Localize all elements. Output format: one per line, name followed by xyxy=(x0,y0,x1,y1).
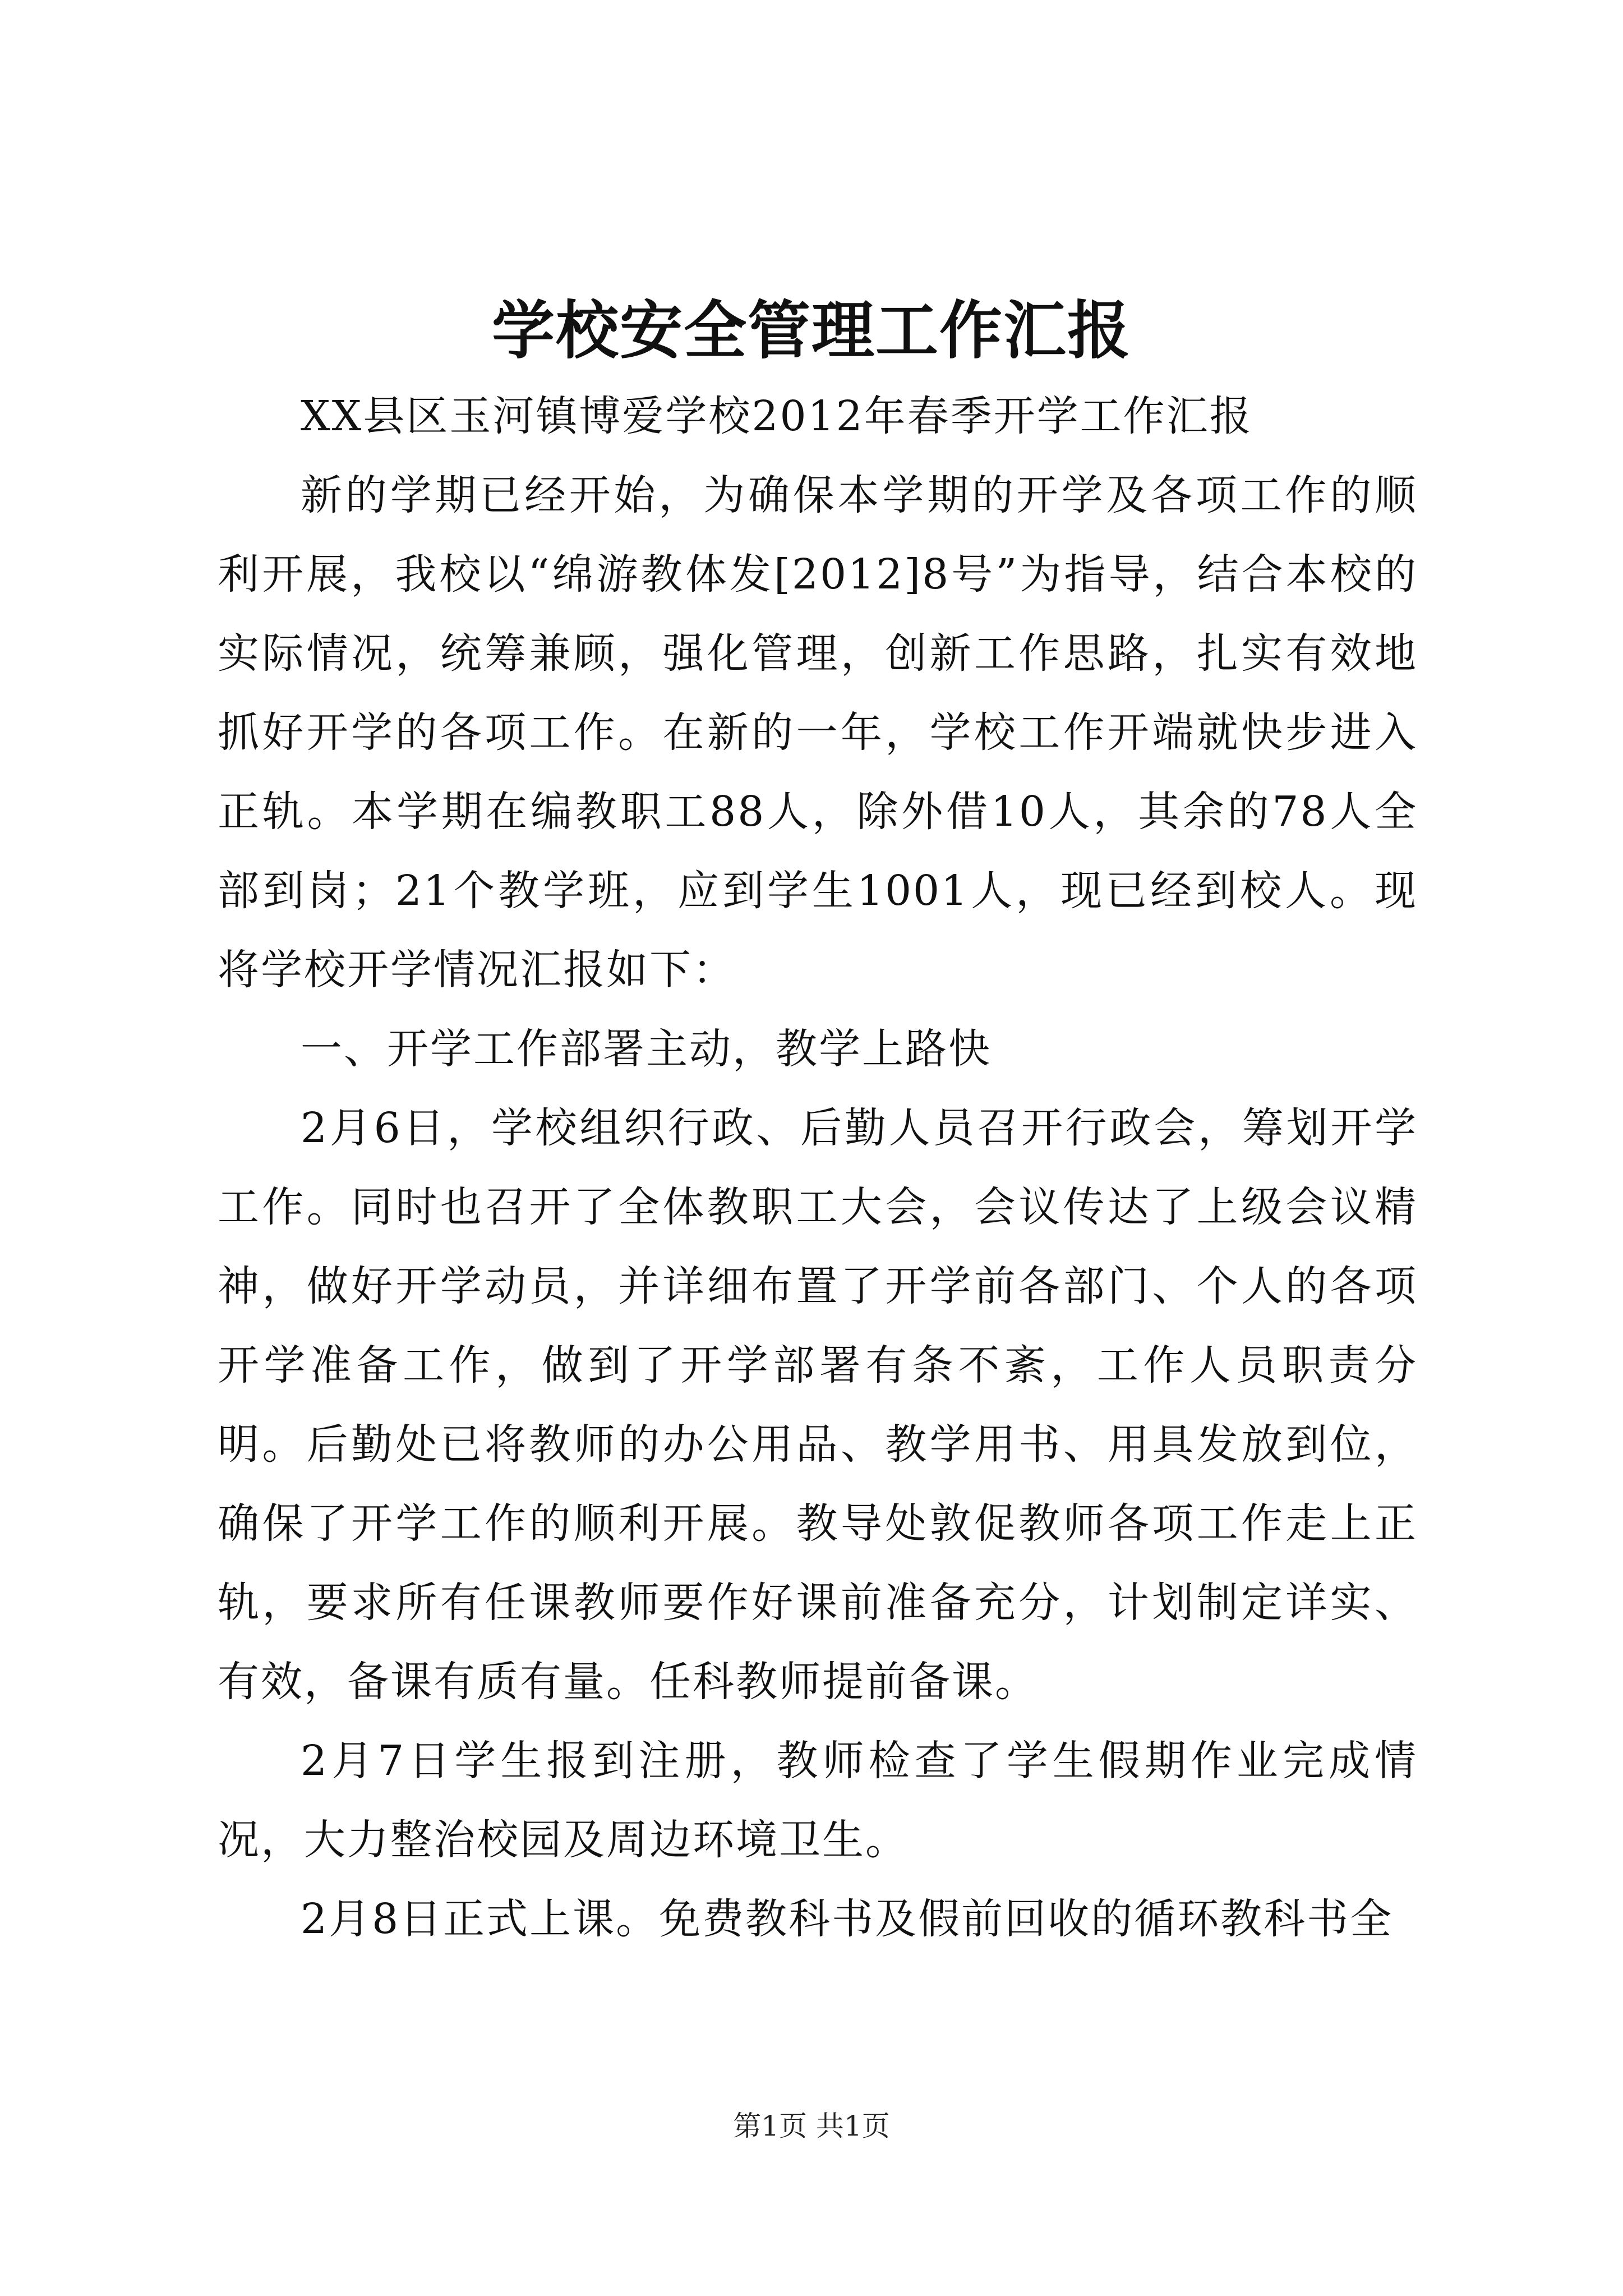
body-paragraph: 2月8日正式上课。免费教科书及假前回收的循环教科书全 xyxy=(301,1895,1394,1943)
page-number-footer: 第1页 共1页 xyxy=(733,2110,890,2142)
document-body xyxy=(218,377,1418,1959)
document-title: 学校安全管理工作汇报 xyxy=(492,294,1131,367)
body-paragraph: 2月6日，学校组织行政、后勤人员召开行政会，筹划开学工作。同时也召开了全体教职工大会，会议传达了上级会议精神，做好开学动员，并详细布置了开学前各部门、个人的各项开学准备工作，做到了开学部署有条不紊，工作人员职责分明。后勤处已将教师的办公用品、教学用书、用具发放到位，确保了开学工作的顺利开展。教导处敦促教师各项工作走上正轨，要求所有任课教师要作好课前准备充分，计划制定详实、有效，备课有质有量。任科教师提前备课。 xyxy=(218,1104,1418,1706)
body-paragraph: 2月7日学生报到注册，教师检查了学生假期作业完成情况，大力整治校园及周边环境卫生。 xyxy=(218,1737,1418,1864)
subtitle-paragraph: XX县区玉河镇博爱学校2012年春季开学工作汇报 xyxy=(301,392,1253,440)
body-paragraph: 新的学期已经开始，为确保本学期的开学及各项工作的顺利开展，我校以“绵游教体发[2012]8号”为指导，结合本校的实际情况，统筹兼顾，强化管理，创新工作思路，扎实有效地抓好开学的各项工作。在新的一年，学校工作开端就快步进入正轨。本学期在编教职工88人，除外借10人，其余的78人全部到岗；21个教学班，应到学生1001人，现已经到校人。现将学校开学情况汇报如下： xyxy=(218,471,1418,994)
section-heading: 一、开学工作部署主动，教学上路快 xyxy=(301,1025,992,1073)
